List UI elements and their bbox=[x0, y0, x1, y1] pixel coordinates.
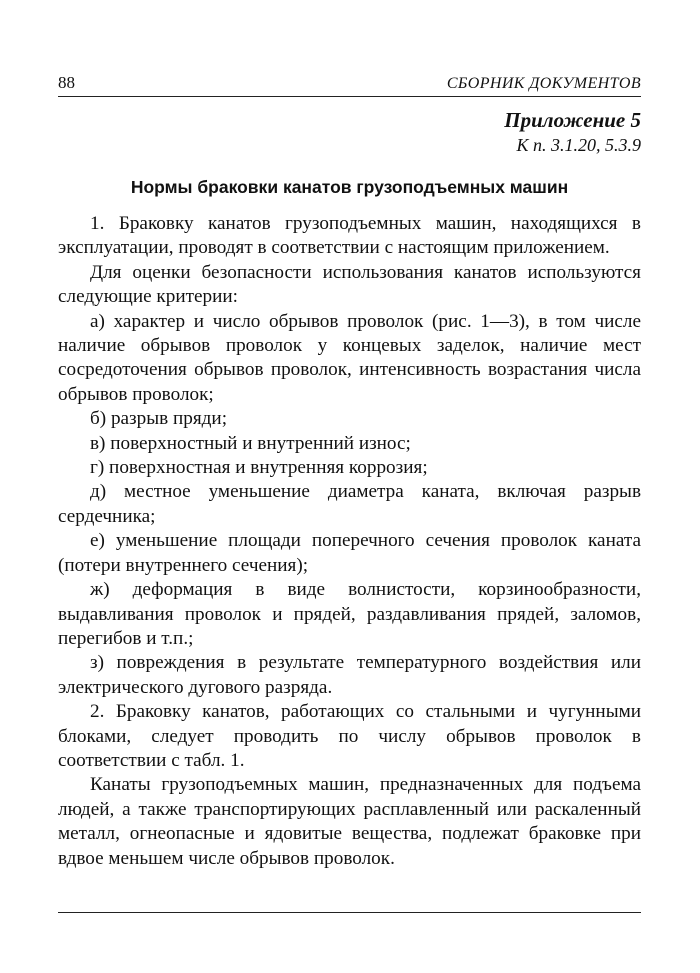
document-title: Нормы браковки канатов грузоподъемных машин bbox=[130, 177, 569, 197]
page-header bbox=[58, 70, 641, 97]
paragraph: г) поверхностная и внутренняя коррозия; bbox=[90, 457, 428, 479]
document-page bbox=[58, 70, 641, 871]
page-number: 88 bbox=[58, 73, 75, 92]
appendix-title: Приложение 5 bbox=[504, 108, 641, 132]
paragraph: з) повреждения в результате температурного воздействия или электрического дугового разряда. bbox=[58, 652, 641, 698]
paragraph: в) поверхностный и внутренний износ; bbox=[90, 432, 411, 454]
appendix-block bbox=[58, 107, 641, 157]
paragraph: 1. Браковку канатов грузоподъемных машин, находящихся в эксплуатации, проводят в соответствии с настоящим приложением. bbox=[58, 213, 641, 259]
paragraph: Для оценки безопасности использования канатов используются следующие критерии: bbox=[58, 261, 641, 308]
body-text bbox=[58, 212, 641, 871]
paragraph: е) уменьшение площади поперечного сечения проволок каната (потери внутреннего сечения); bbox=[58, 530, 641, 576]
appendix-reference: К п. 3.1.20, 5.3.9 bbox=[516, 135, 641, 155]
paragraph: а) характер и число обрывов проволок (рис. 1—3), в том числе наличие обрывов проволок у концевых заделок, наличие мест сосредоточения обрывов проволок, интенсивность возрастания числа обрывов проволок; bbox=[58, 310, 641, 405]
running-title: СБОРНИК ДОКУМЕНТОВ bbox=[446, 75, 641, 92]
paragraph: Канаты грузоподъемных машин, предназначенных для подъема людей, а также транспортирующих расплавленный или раскаленный металл, огнеопасные и ядовитые вещества, подлежат браковке при вдвое меньшем числе обрывов проволок. bbox=[58, 774, 641, 869]
paragraph: ж) деформация в виде волнистости, корзинообразности, выдавливания проволок и прядей, раздавливания прядей, заломов, перегибов и т.п.; bbox=[58, 579, 641, 649]
paragraph: д) местное уменьшение диаметра каната, включая разрыв сердечника; bbox=[58, 481, 641, 527]
paragraph: б) разрыв пряди; bbox=[90, 408, 228, 430]
footer-divider bbox=[58, 912, 641, 913]
paragraph: 2. Браковку канатов, работающих со стальными и чугунными блоками, следует проводить по числу обрывов проволок в соответствии с табл. 1. bbox=[58, 701, 641, 771]
